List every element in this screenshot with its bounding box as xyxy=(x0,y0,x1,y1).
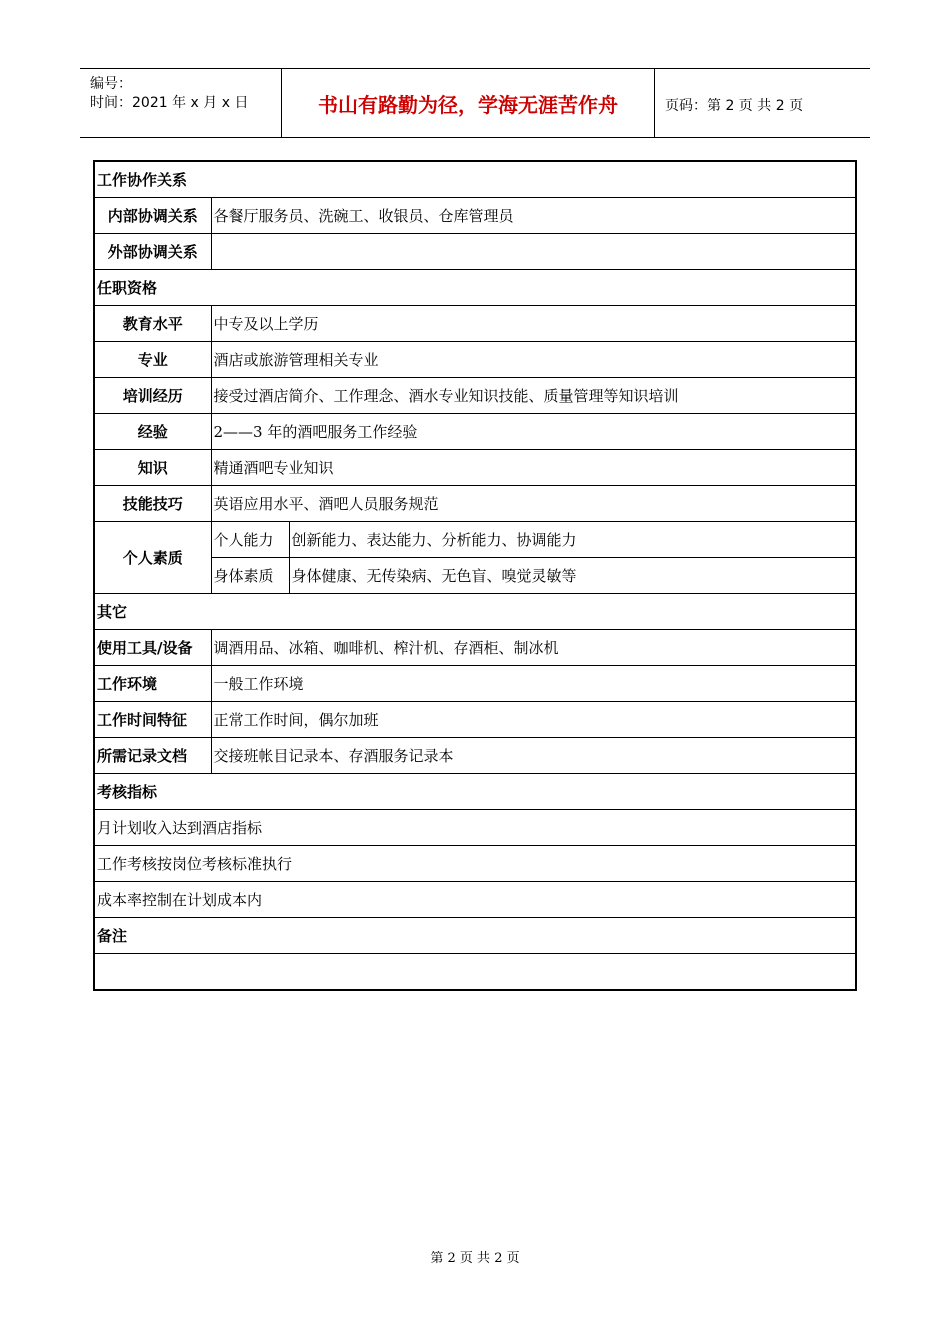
table-row xyxy=(94,954,856,991)
table-row xyxy=(94,198,856,234)
docs-value: 交接班帐目记录本、存酒服务记录本 xyxy=(211,738,856,774)
table-row xyxy=(94,414,856,450)
section-row xyxy=(94,594,856,630)
table-row xyxy=(94,522,856,558)
table-row xyxy=(94,486,856,522)
section-other: 其它 xyxy=(94,594,856,630)
env-value: 一般工作环境 xyxy=(211,666,856,702)
external-label: 外部协调关系 xyxy=(94,234,211,270)
ability-label: 个人能力 xyxy=(211,522,289,558)
knowledge-label: 知识 xyxy=(94,450,211,486)
page-footer: 第 2 页 共 2 页 xyxy=(430,1251,520,1266)
physical-label: 身体素质 xyxy=(211,558,289,594)
table-row xyxy=(94,630,856,666)
experience-label: 经验 xyxy=(94,414,211,450)
tools-label: 使用工具/设备 xyxy=(94,630,211,666)
number-label: 编号： xyxy=(90,76,132,92)
assessment-item: 月计划收入达到酒店指标 xyxy=(94,810,856,846)
internal-label: 内部协调关系 xyxy=(94,198,211,234)
training-label: 培训经历 xyxy=(94,378,211,414)
header-motto: 书山有路勤为径，学海无涯苦作舟 xyxy=(282,69,655,137)
date-label: 时间：2021 年 x 月 x 日 xyxy=(90,95,249,111)
major-value: 酒店或旅游管理相关专业 xyxy=(211,342,856,378)
header-meta xyxy=(80,69,282,137)
section-row xyxy=(94,918,856,954)
section-row xyxy=(94,270,856,306)
table-row xyxy=(94,666,856,702)
table-row xyxy=(94,234,856,270)
time-value: 正常工作时间，偶尔加班 xyxy=(211,702,856,738)
knowledge-value: 精通酒吧专业知识 xyxy=(211,450,856,486)
table-row xyxy=(94,378,856,414)
assessment-item: 工作考核按岗位考核标准执行 xyxy=(94,846,856,882)
section-remarks: 备注 xyxy=(94,918,856,954)
table-row xyxy=(94,846,856,882)
assessment-item: 成本率控制在计划成本内 xyxy=(94,882,856,918)
docs-label: 所需记录文档 xyxy=(94,738,211,774)
internal-value: 各餐厅服务员、洗碗工、收银员、仓库管理员 xyxy=(211,198,856,234)
external-value xyxy=(211,234,856,270)
education-label: 教育水平 xyxy=(94,306,211,342)
job-description-table xyxy=(93,160,857,991)
personal-label: 个人素质 xyxy=(94,522,211,594)
section-cooperation: 工作协作关系 xyxy=(94,161,856,198)
tools-value: 调酒用品、冰箱、咖啡机、榨汁机、存酒柜、制冰机 xyxy=(211,630,856,666)
education-value: 中专及以上学历 xyxy=(211,306,856,342)
table-row xyxy=(94,306,856,342)
remarks-value xyxy=(94,954,856,991)
major-label: 专业 xyxy=(94,342,211,378)
table-row xyxy=(94,342,856,378)
table-row xyxy=(94,810,856,846)
table-row xyxy=(94,702,856,738)
env-label: 工作环境 xyxy=(94,666,211,702)
training-value: 接受过酒店简介、工作理念、酒水专业知识技能、质量管理等知识培训 xyxy=(211,378,856,414)
section-row xyxy=(94,161,856,198)
table-row xyxy=(94,882,856,918)
experience-value: 2——3 年的酒吧服务工作经验 xyxy=(211,414,856,450)
section-row xyxy=(94,774,856,810)
page-header xyxy=(80,68,870,138)
section-qualifications: 任职资格 xyxy=(94,270,856,306)
skills-value: 英语应用水平、酒吧人员服务规范 xyxy=(211,486,856,522)
section-assessment: 考核指标 xyxy=(94,774,856,810)
skills-label: 技能技巧 xyxy=(94,486,211,522)
time-label: 工作时间特征 xyxy=(94,702,211,738)
physical-value: 身体健康、无传染病、无色盲、嗅觉灵敏等 xyxy=(289,558,856,594)
header-page-info: 页码：第 2 页 共 2 页 xyxy=(665,98,804,114)
ability-value: 创新能力、表达能力、分析能力、协调能力 xyxy=(289,522,856,558)
table-row xyxy=(94,450,856,486)
table-row xyxy=(94,738,856,774)
